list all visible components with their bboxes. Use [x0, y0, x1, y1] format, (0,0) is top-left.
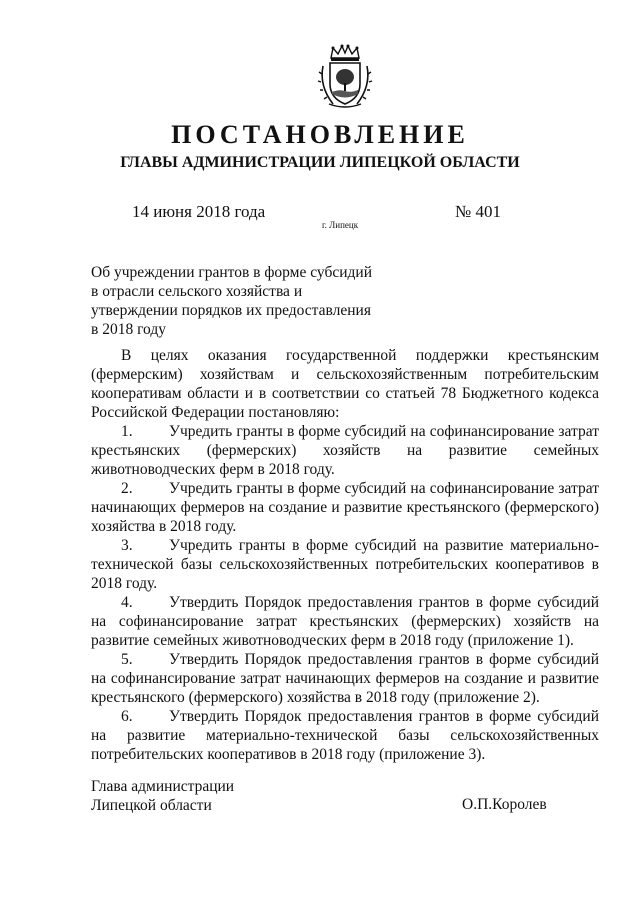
document-subtitle: ГЛАВЫ АДМИНИСТРАЦИИ ЛИПЕЦКОЙ ОБЛАСТИ — [120, 154, 520, 171]
resolution-item — [91, 650, 599, 707]
signatory-position-line: Липецкой области — [91, 797, 212, 814]
subject-line: в 2018 году — [91, 321, 166, 338]
subject-line: утверждении порядков их предоставления — [91, 302, 371, 319]
document-city: г. Липецк — [322, 220, 359, 230]
item-number: 1. — [121, 423, 133, 440]
signatory-name: О.П.Королев — [462, 796, 547, 813]
resolution-item — [91, 536, 599, 593]
item-number: 3. — [121, 537, 133, 554]
subject-line: в отрасли сельского хозяйства и — [91, 283, 303, 300]
resolution-item — [91, 422, 599, 479]
item-text: Утвердить Порядок предоставления грантов в форме субсидий на софинансирование затрат начинающих фермеров на создание и развитие крестьянского (фермерского) хозяйства в 2018 году (приложение 2). — [91, 651, 599, 706]
item-text: Учредить гранты в форме субсидий на софинансирование затрат крестьянских (фермерских) хозяйств на развитие семейных животноводческих ферм в 2018 году. — [91, 423, 599, 478]
resolution-item — [91, 707, 599, 764]
subject-line: Об учреждении грантов в форме субсидий — [91, 264, 372, 281]
item-text: Утвердить Порядок предоставления грантов в форме субсидий на развитие материально-технической базы сельскохозяйственных потребительских кооперативов в 2018 году (приложение 3). — [91, 708, 599, 763]
item-number: 4. — [121, 594, 133, 611]
signatory-position-line: Глава администрации — [91, 778, 235, 795]
document-subject — [91, 263, 391, 339]
item-number: 6. — [121, 708, 133, 725]
signatory-position — [91, 777, 234, 815]
item-number: 2. — [121, 480, 133, 497]
document-date: 14 июня 2018 года — [132, 202, 266, 221]
item-text: Учредить гранты в форме субсидий на развитие материально-технической базы сельскохозяйственных потребительских кооперативов в 2018 году. — [91, 537, 599, 592]
preamble-paragraph: В целях оказания государственной поддержки крестьянским (фермерским) хозяйствам и сельскохозяйственным потребительским кооперативам области и в соответствии со статьей 78 Бюджетного кодекса Российской Федерации постановляю: — [91, 347, 599, 421]
document-number: № 401 — [455, 202, 501, 221]
item-number: 5. — [121, 651, 133, 668]
coat-of-arms-icon — [315, 44, 375, 110]
resolution-item — [91, 479, 599, 536]
item-text: Утвердить Порядок предоставления грантов в форме субсидий на софинансирование затрат крестьянских (фермерских) хозяйств на развитие семейных животноводческих ферм в 2018 году (приложение 1). — [91, 594, 599, 649]
item-text: Учредить гранты в форме субсидий на софинансирование затрат начинающих фермеров на создание и развитие крестьянского (фермерского) хозяйства в 2018 году. — [91, 480, 599, 535]
document-title: ПОСТАНОВЛЕНИЕ — [171, 120, 469, 149]
document-body — [91, 346, 599, 764]
resolution-item — [91, 593, 599, 650]
